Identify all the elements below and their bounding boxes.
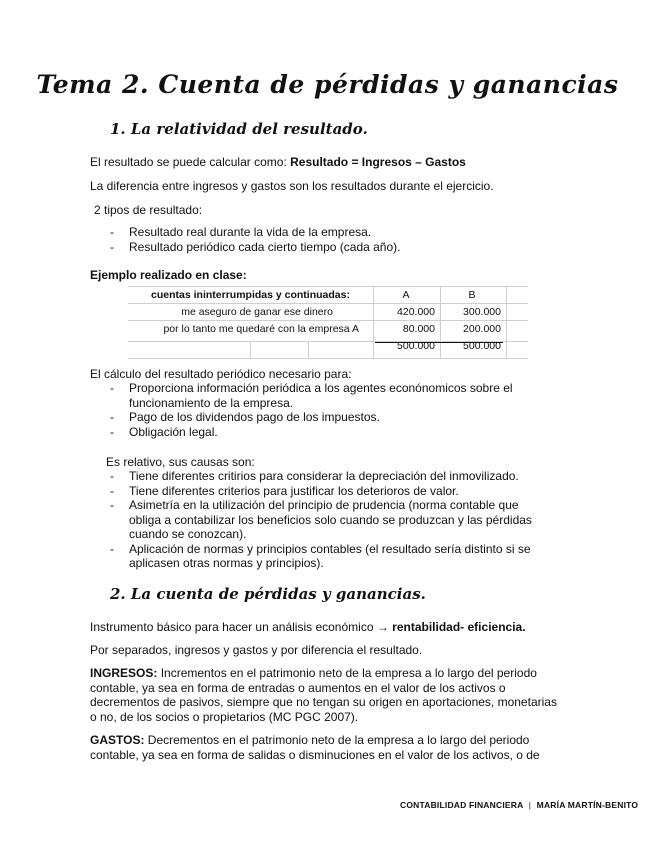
table-gridline xyxy=(128,358,528,359)
list-item: - Resultado real durante la vida de la empresa. xyxy=(110,225,372,239)
section-2-heading: 2. La cuenta de pérdidas y ganancias. xyxy=(110,585,426,603)
page-title: Tema 2. Cuenta de pérdidas y ganancias xyxy=(36,70,619,99)
table-row xyxy=(128,320,505,337)
result-calculation xyxy=(90,155,560,170)
list-item: - Pago de los dividendos pago de los impuestos. xyxy=(110,410,380,424)
table-row xyxy=(128,337,505,354)
list-item: - Tiene diferentes critirios para considerar la depreciación del inmovilizado. xyxy=(110,469,519,483)
cell-value: 80.000 xyxy=(402,322,435,335)
total-b: 500.000 xyxy=(463,339,501,352)
cell-value: 200.000 xyxy=(463,322,501,335)
instrument-paragraph xyxy=(90,620,560,635)
list-item: - Aplicación de normas y principios contables (el resultado sería distinto si se aplicasen otras normas y principios). xyxy=(110,541,531,570)
table-header-label: cuentas ininterrumpidas y continuadas: xyxy=(151,288,350,301)
gastos-label: GASTOS: xyxy=(90,733,145,747)
table-row xyxy=(128,286,505,303)
calc-formula: Resultado = Ingresos – Gastos xyxy=(290,155,466,169)
separated-paragraph: Por separados, ingresos y gastos y por diferencia el resultado. xyxy=(90,643,423,657)
ingresos-paragraph xyxy=(90,666,560,724)
instrument-prefix: Instrumento básico para hacer un análisis económico → xyxy=(90,620,389,634)
cell-value: 300.000 xyxy=(463,305,501,318)
row-label: por lo tanto me quedaré con la empresa A xyxy=(163,322,359,335)
types-list xyxy=(92,225,552,254)
table-row xyxy=(128,303,505,320)
relative-list xyxy=(92,469,552,571)
calc-prefix: El resultado se puede calcular como: xyxy=(90,155,287,169)
footer-separator: | xyxy=(528,800,532,810)
difference-paragraph: La diferencia entre ingresos y gastos son los resultados durante el ejercicio. xyxy=(90,179,494,193)
periodic-intro: El cálculo del resultado periódico necesario para: xyxy=(90,367,352,381)
total-a: 500.000 xyxy=(397,339,435,352)
page-footer xyxy=(400,800,638,810)
cell-value: 420.000 xyxy=(397,305,435,318)
column-b-header: B xyxy=(468,288,476,301)
table-gridline xyxy=(506,286,507,358)
row-label: me aseguro de ganar ese dinero xyxy=(181,305,333,318)
instrument-bold: rentabilidad- eficiencia. xyxy=(392,620,526,634)
relative-intro: Es relativo, sus causas son: xyxy=(106,455,255,469)
list-item: - Resultado periódico cada cierto tiempo (cada año). xyxy=(110,239,401,254)
ingresos-label: INGRESOS: xyxy=(90,666,158,680)
list-item: - Tiene diferentes criterios para justificar los deterioros de valor. xyxy=(110,483,459,498)
footer-author: MARÍA MARTÍN-BENITO xyxy=(536,800,639,810)
types-intro: 2 tipos de resultado: xyxy=(94,203,203,217)
column-a-header: A xyxy=(402,288,410,301)
gastos-text: Decrementos en el patrimonio neto de la empresa a lo largo del periodo contable, ya sea en forma de salidas o disminuciones en el valor de los activos, o de xyxy=(90,733,540,762)
section-1-heading: 1. La relatividad del resultado. xyxy=(110,120,368,138)
example-table xyxy=(128,286,505,354)
ingresos-text: Incrementos en el patrimonio neto de la empresa a lo largo del periodo contable, ya sea en forma de entradas o aumentos en el valor de los activos o decrementos de pasivos, siempre que no tengan su origen en aportaciones, monetarias o no, de los socios o propietarios (MC PGC 2007). xyxy=(90,666,557,724)
list-item: - Proporciona información periódica a los agentes econónomicos sobre el funcionamiento de la empresa. xyxy=(110,381,513,410)
example-label: Ejemplo realizado en clase: xyxy=(90,268,247,282)
list-item: - Obligación legal. xyxy=(110,424,218,439)
periodic-list xyxy=(92,381,522,439)
list-item: - Asimetría en la utilización del principio de prudencia (norma contable que obliga a contabilizar los beneficios solo cuando se produzcan y las pérdidas cuando se conozcan). xyxy=(110,498,532,541)
gastos-paragraph xyxy=(90,733,560,762)
footer-subject: CONTABILIDAD FINANCIERA xyxy=(400,800,524,810)
